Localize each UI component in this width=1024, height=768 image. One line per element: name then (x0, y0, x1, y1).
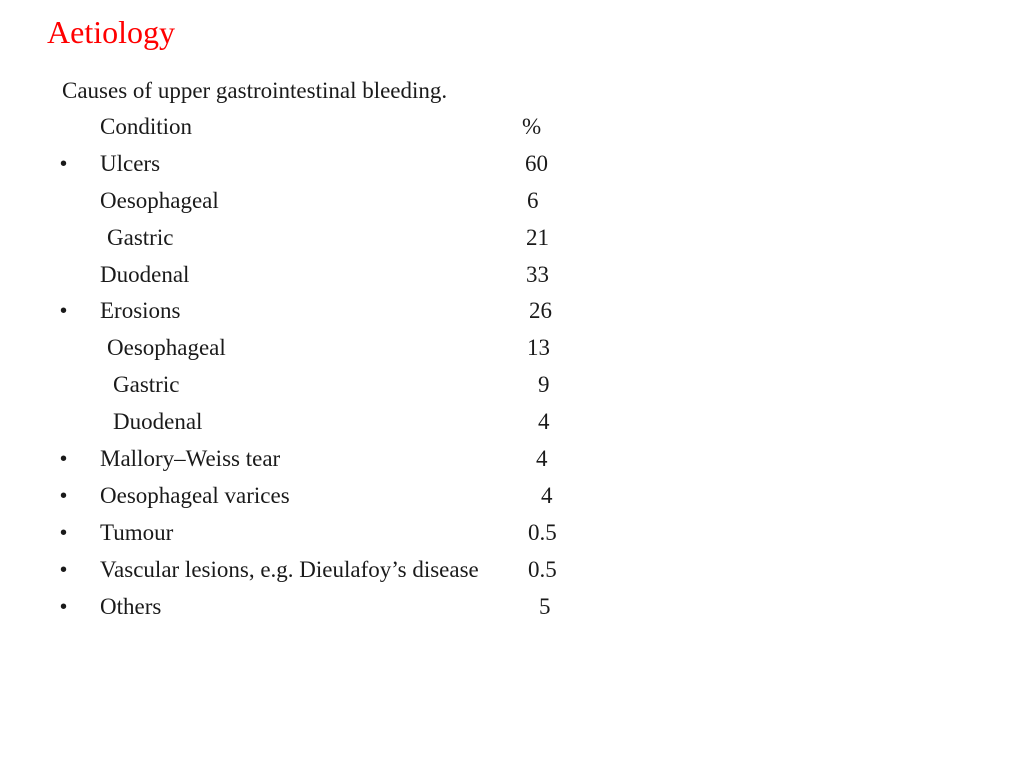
condition-label: Duodenal (113, 409, 203, 435)
header-row (0, 112, 1024, 149)
percent-value: 60 (525, 150, 548, 176)
list-subitem (0, 370, 1024, 407)
list-item (0, 555, 1024, 592)
bullet: • (60, 448, 68, 471)
list-subitem (0, 260, 1024, 297)
bullet: • (60, 558, 68, 581)
list-subitem (0, 407, 1024, 444)
percent-value: 5 (539, 593, 551, 619)
condition-label: Tumour (100, 519, 174, 545)
list-item (0, 481, 1024, 518)
list-subitem (0, 333, 1024, 370)
percent-value: 13 (527, 335, 550, 361)
list-item (0, 444, 1024, 481)
percent-value: 33 (526, 261, 549, 287)
condition-label: Gastric (113, 372, 180, 398)
bullet: • (60, 152, 68, 175)
slide-title: Aetiology (47, 14, 175, 50)
condition-label: Oesophageal (100, 187, 219, 213)
list-subitem (0, 223, 1024, 260)
list-item (0, 592, 1024, 629)
condition-label: Ulcers (100, 150, 161, 176)
condition-label: Oesophageal varices (100, 482, 290, 508)
list-item (0, 518, 1024, 555)
list-item (0, 149, 1024, 186)
column-header-percent: % (522, 114, 542, 139)
condition-label: Oesophageal (107, 335, 226, 361)
percent-value: 4 (541, 482, 553, 508)
percent-value: 6 (527, 187, 539, 213)
condition-label: Mallory–Weiss tear (100, 446, 281, 472)
intro-text: Causes of upper gastrointestinal bleeding. (62, 78, 448, 103)
condition-label: Duodenal (100, 261, 190, 287)
percent-value: 26 (529, 298, 552, 324)
bullet: • (60, 484, 68, 507)
percent-value: 0.5 (528, 556, 557, 582)
causes-list (0, 112, 1024, 628)
bullet: • (60, 300, 68, 323)
percent-value: 9 (538, 372, 550, 398)
condition-label: Erosions (100, 298, 181, 324)
percent-value: 4 (536, 446, 548, 472)
condition-label: Others (100, 593, 162, 619)
percent-value: 21 (526, 224, 549, 250)
list-item (0, 296, 1024, 333)
list-subitem (0, 186, 1024, 223)
bullet: • (60, 521, 68, 544)
percent-value: 0.5 (528, 519, 557, 545)
bullet: • (60, 595, 68, 618)
condition-label: Gastric (107, 224, 174, 250)
column-header-condition: Condition (100, 114, 193, 139)
percent-value: 4 (538, 409, 550, 435)
condition-label: Vascular lesions, e.g. Dieulafoy’s disease (100, 556, 479, 582)
